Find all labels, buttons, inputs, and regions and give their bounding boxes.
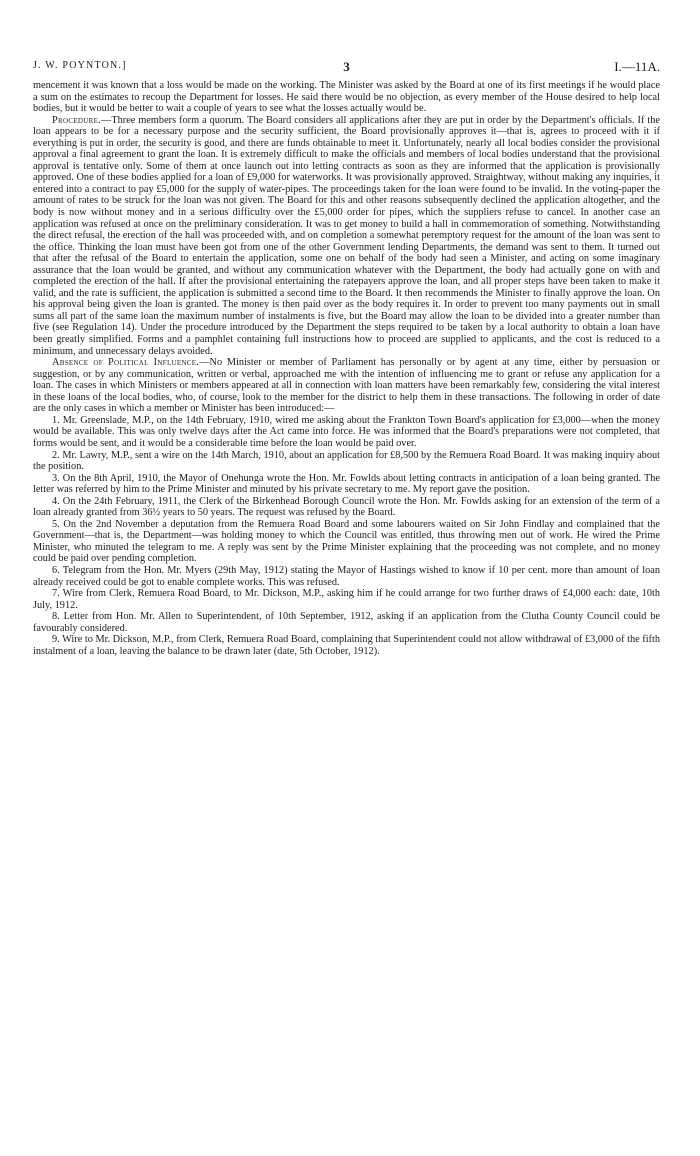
list-item-6: 6. Telegram from the Hon. Mr. Myers (29th May, 1912) stating the Mayor of Hastings wished to know if 10 per cent. more than amount of loan already received could be got to enable complete works. This was refused. xyxy=(33,564,660,588)
section-heading-procedure: Procedure. xyxy=(52,114,102,126)
paragraph-procedure: Procedure.—Three members form a quorum. The Board considers all applications after they are put in order by the Department's officials. If the loan appears to be for a necessary purpose and the security sufficient, the Board provisionally approves it—that is, agrees to proceed with it if everything is put in order, the security is good, and there are funds obtainable to meet it. Unfortunately, nearly all local bodies consider the provisional approval a final agreement to grant the loan. It is extremely difficult to make the officials and members of local bodies understand that the provisional approval is tentative only. Some of them at once launch out into letting contracts as soon as they are informed that the application is provisionally approved. One of these bodies applied for a loan of £9,000 for waterworks. It was provisionally approved. Straightway, without making any inquiries, it entered into a contract to pay £5,000 for the supply of water-pipes. The proceedings taken for the loan were found to be invalid. In the voting-paper the amount of rates to be struck for the loan was not given. The Board for this and other reasons subsequently declined the application altogether, and the body is now without money and in a serious difficulty over the £5,000 order for pipes, which the suppliers refuse to cancel. In another case an application was refused at once on the preliminary consideration. It was to get money to build a hall in commemoration of something. Notwithstanding the direct refusal, the erection of the hall was proceeded with, and on completion a somewhat peremptory request for the amount of the loan was sent to the office. Thinking the loan must have been got from one of the other Government lending Departments, the demand was sent to them. It turned out that after the refusal of the Board to entertain the application, some one on behalf of the body had seen a Minister, and acting on some imaginary assurance that the loan would be granted, and without any communication whatever with the Department, the body had actually gone on with and completed the erection of the hall. If after the provisional entertaining the ratepayers approve the loan, and all proper steps have been taken to make it valid, and the rate is sufficient, the application is submitted a second time to the Board. It then recommends the Minister to finally approve the loan. On his approval being given the loan is granted. The money is then paid over as the body requires it. In order to prevent too many payments out in small sums all part of the same loan the maximum number of instalments is five, but the Board may allow the loan to be divided into a greater number than five (see Regulation 14). Under the procedure introduced by the Department the steps required to be taken by a local authority to obtain a loan have been greatly simplified. Forms and a pamphlet containing full instructions how to proceed are supplied to applicants, and the cost is reduced to a minimum, and unnecessary delays avoided. xyxy=(33,114,660,357)
document-body xyxy=(33,80,660,657)
list-item-9: 9. Wire to Mr. Dickson, M.P., from Clerk, Remuera Road Board, complaining that Superintendent could not allow withdrawal of £3,000 of the fifth instalment of a loan, leaving the balance to be drawn later (date, 5th October, 1912). xyxy=(33,634,660,657)
list-item-7: 7. Wire from Clerk, Remuera Road Board, to Mr. Dickson, M.P., asking him if he could arrange for two further draws of £4,000 each: date, 10th July, 1912. xyxy=(33,588,660,611)
list-item-3: 3. On the 8th April, 1910, the Mayor of Onehunga wrote the Hon. Mr. Fowlds about letting contracts in anticipation of a loan being granted. The letter was referred by him to the Prime Minister and minuted by his private secretary to me. My report gave the position. xyxy=(33,472,660,496)
list-item-4: 4. On the 24th February, 1911, the Clerk of the Birkenhead Borough Council wrote the Hon. Mr. Fowlds asking for an extension of the term of a loan already granted from 36½ years to 50 years. The request was refused by the Board. xyxy=(33,495,660,519)
paragraph-continuation: mencement it was known that a loss would be made on the working. The Minister was asked by the Board at one of its first meetings if he would place a sum on the estimates to recoup the Department for losses. He said there would be no objection, as every member of the House desired to help local bodies, but it would be better to wait a couple of years to see what the losses actually would be. xyxy=(33,80,660,115)
section-heading-absence-of-political-influence: Absence of Political Influence. xyxy=(52,357,200,369)
list-item-2: 2. Mr. Lawry, M.P., sent a wire on the 14th March, 1910, about an application for £8,500 by the Remuera Road Board. It was making inquiry about the position. xyxy=(33,449,660,473)
list-item-5: 5. On the 2nd November a deputation from the Remuera Road Board and some labourers waited on Sir John Findlay and complained that the Government—that is, the Department—was holding money to which the Council was entitled, thus throwing men out of work. He wired the Prime Minister, who minuted the telegram to me. A reply was sent by the Prime Minister explaining that the proceeding was not complete, and no money could be paid over pending completion. xyxy=(33,518,660,565)
paragraph-absence-of-political-influence: Absence of Political Influence.—No Minister or member of Parliament has personally or by agent at any time, either by persuasion or suggestion, or by any communication, written or verbal, approached me with the intention of influencing me to grant or refuse any application for a loan. The cases in which Ministers or members appeared at all in connection with loan matters have been remarkably few, considering the vital interest in these loans of the local bodies, who, of course, look to the member for the district to help them in these transactions. The following in order of date are the only cases in which a member or Minister has been introduced:— xyxy=(33,357,660,415)
page-header xyxy=(33,60,660,74)
page-number: 3 xyxy=(343,59,350,74)
list-item-8: 8. Letter from Hon. Mr. Allen to Superintendent, of 10th September, 1912, asking if an application from the Clutha County Council could be favourably considered. xyxy=(33,611,660,634)
list-item-1: 1. Mr. Greenslade, M.P., on the 14th February, 1910, wired me asking about the Frankton Town Board's application for £3,000—when the money would be available. This was only twelve days after the Act came into force. He was informed that the Board's preparations were not completed, that forms would be sent, and it would be a considerable time before the loan would be paid over. xyxy=(33,414,660,449)
header-author: J. W. POYNTON.] xyxy=(33,60,127,71)
document-reference: I.—11A. xyxy=(614,59,660,74)
